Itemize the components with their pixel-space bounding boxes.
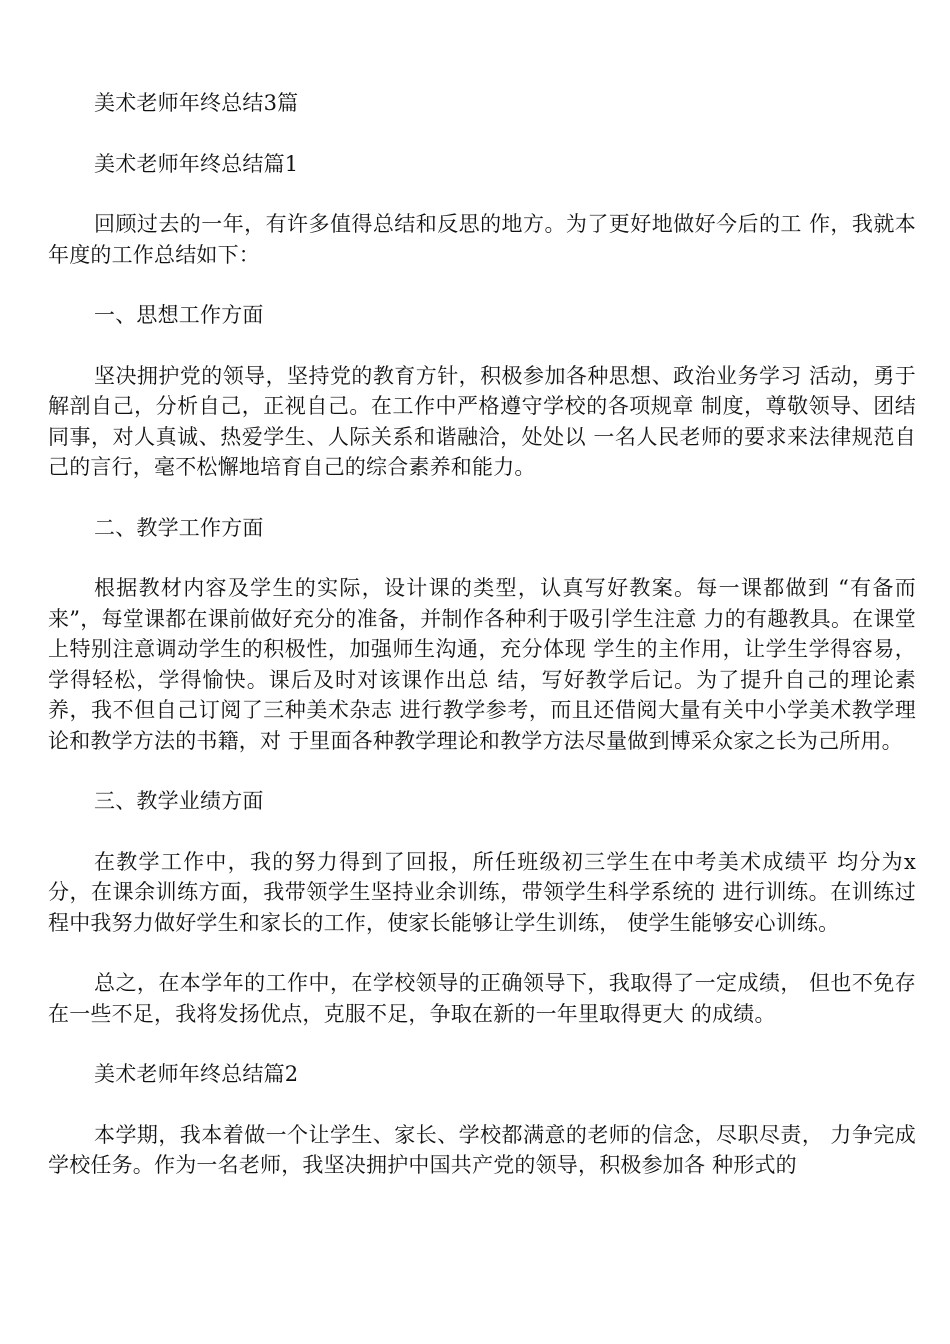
paragraph-conclusion: 总之，在本学年的工作中，在学校领导的正确领导下，我取得了一定成绩， 但也不免存在一些不足，我将发扬优点，克服不足，争取在新的一年里取得更大 的成绩。 bbox=[48, 971, 916, 1026]
document-title: 美术老师年终总结3篇 bbox=[94, 91, 299, 115]
paragraph-section2: 本学期，我本着做一个让学生、家长、学校都满意的老师的信念，尽职尽责， 力争完成学校任务。作为一名老师，我坚决拥护中国共产党的领导，积极参加各 种形式的 bbox=[48, 1122, 916, 1177]
document-page bbox=[48, 88, 916, 1181]
spacer bbox=[48, 331, 916, 361]
section-title-1: 美术老师年终总结篇1 bbox=[94, 151, 299, 176]
intro-paragraph: 回顾过去的一年，有许多值得总结和反思的地方。为了更好地做好今后的工 作，我就本年度的工作总结如下： bbox=[48, 212, 916, 267]
spacer bbox=[48, 483, 916, 513]
spacer bbox=[48, 543, 916, 573]
paragraph-teaching-work: 根据教材内容及学生的实际，设计课的类型，认真写好教案。每一课都做到 “有备而来”，每堂课都在课前做好充分的准备，并制作各种利于吸引学生注意 力的有趣教具。在课堂上特别注意调动学生的积极性，加强师生沟通，充分体现 学生的主作用，让学生学得容易，学得轻松，学得愉快。课后及时对该课作出总 结，写好教学后记。为了提升自己的理论素养，我不但自己订阅了三种美术杂志 进行教学参考，而且还借阅大量有关中小学美术教学理论和教学方法的书籍，对 于里面各种教学理论和教学方法尽量做到博采众家之长为己所用。 bbox=[48, 576, 916, 753]
spacer bbox=[48, 119, 916, 149]
paragraph-thought-work: 坚决拥护党的领导，坚持党的教育方针，积极参加各种思想、政治业务学习 活动，勇于解剖自己，分析自己，正视自己。在工作中严格遵守学校的各项规章 制度，尊敬领导、团结同事，对人真诚、热爱学生、人际关系和谐融洽，处处以 一名人民老师的要求来法律规范自己的言行，毫不松懈地培育自己的综合素养和能力。 bbox=[48, 363, 916, 479]
spacer bbox=[48, 1090, 916, 1120]
heading-thought-work: 一、思想工作方面 bbox=[94, 303, 264, 327]
heading-teaching-results: 三、教学业绩方面 bbox=[94, 789, 264, 813]
spacer bbox=[48, 756, 916, 786]
section-title-2: 美术老师年终总结篇2 bbox=[94, 1062, 299, 1086]
paragraph-teaching-results: 在教学工作中，我的努力得到了回报，所任班级初三学生在中考美术成绩平 均分为x分，在课余训练方面，我带领学生坚持业余训练，带领学生科学系统的 进行训练。在训练过程中我努力做好学生和家长的工作，使家长能够让学生训练， 使学生能够安心训练。 bbox=[48, 849, 916, 935]
spacer bbox=[48, 817, 916, 847]
spacer bbox=[48, 270, 916, 300]
spacer bbox=[48, 938, 916, 968]
spacer bbox=[48, 1029, 916, 1059]
heading-teaching-work: 二、教学工作方面 bbox=[94, 515, 264, 540]
spacer bbox=[48, 179, 916, 209]
